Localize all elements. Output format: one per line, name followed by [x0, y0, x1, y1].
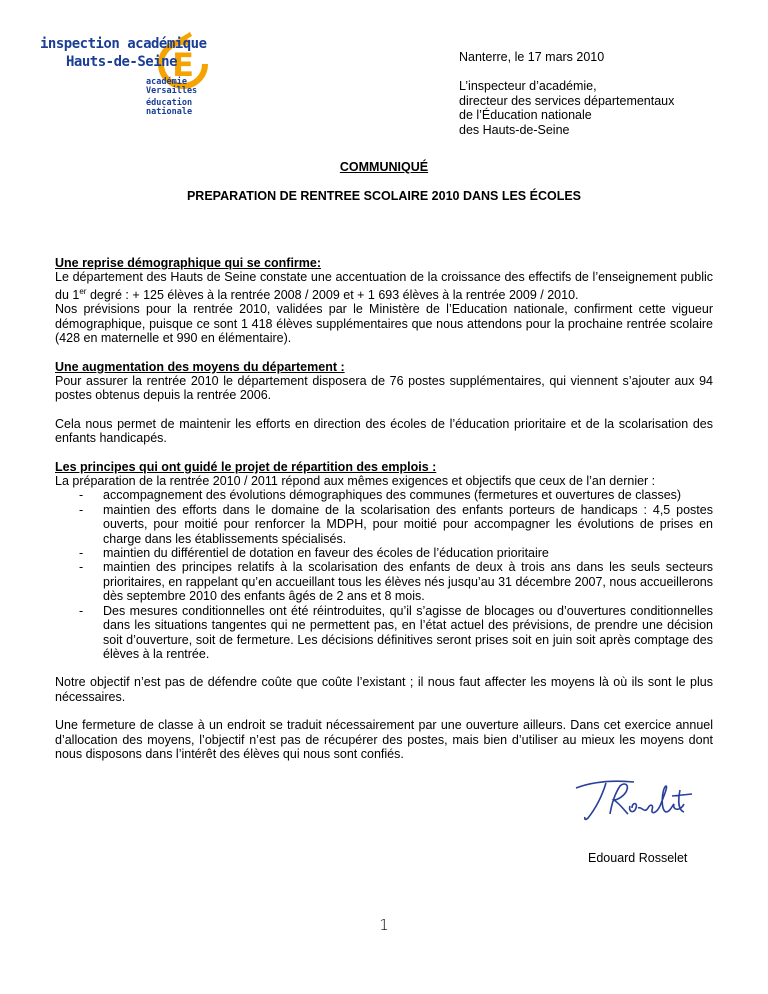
section-1-text-a: Le département des Hauts de Seine constate une accentuation de la croissance des effectifs de l’enseignement public du 1 [55, 270, 713, 302]
list-item: - maintien des efforts dans le domaine de la scolarisation des enfants porteurs de handicaps : 4,5 postes ouverts, pour moitié pour renforcer la MDPH, pour moitié pour accompagner les évolutions de prises en charge dans les établissements spécialisés. [55, 503, 713, 546]
communique-heading: COMMUNIQUÉ [339, 160, 429, 174]
section-1-title: Une reprise démographique qui se confirme: [55, 256, 322, 270]
section-2-title: Une augmentation des moyens du département : [55, 359, 345, 374]
handwritten-signature [572, 770, 712, 830]
page-number: 1 [379, 916, 389, 934]
logo-versailles: Versailles [146, 86, 198, 96]
list-item: - accompagnement des évolutions démographiques des communes (fermetures et ouvertures de classes) [55, 488, 713, 502]
logo-education: éducation [146, 98, 193, 108]
sender-line-4: des Hauts-de-Seine [459, 122, 570, 137]
principles-list [55, 488, 713, 661]
closing-paragraph-1: Notre objectif n’est pas de défendre coûte que coûte l’existant ; il nous faut affecter les moyens là où ils sont le plus nécessaires. [55, 675, 713, 704]
logo-line-2: Hauts-de-Seine [66, 54, 178, 70]
section-3-title: Les principes qui ont guidé le projet de répartition des emplois : [55, 459, 437, 474]
superscript-er: er [79, 286, 87, 296]
signer-name: Edouard Rosselet [588, 851, 688, 865]
logo-line-1: inspection académique [40, 36, 207, 52]
section-2-paragraph-2: Cela nous permet de maintenir les efforts en direction des écoles de l’éducation prioritaire et de la scolarisation des enfants handicapés. [55, 416, 713, 446]
section-1-paragraph-2: Nos prévisions pour la rentrée 2010, validées par le Ministère de l’Education nationale, confirment cette vigueur démographique, puisque ce sont 1 418 élèves supplémentaires que nous attendons pour la prochaine rentrée scolaire (428 en maternelle et 990 en élémentaire). [55, 302, 713, 346]
sender-line-3: de l’Éducation nationale [459, 108, 592, 122]
list-item: - Des mesures conditionnelles ont été réintroduites, qu’il s’agisse de blocages ou d’ouvertures conditionnelles dans les situations tangentes qui ne permettent pas, en l’état actuel des prévisions, de prendre une décision soit d’ouverture, soit de fermeture. Les décisions définitives seront prises soit en juin soit après comptage des élèves à la rentrée. [55, 604, 713, 662]
list-item: - maintien du différentiel de dotation en faveur des écoles de l’éducation prioritaire [55, 546, 713, 560]
logo-nationale: nationale [146, 107, 193, 117]
list-item: - maintien des principes relatifs à la scolarisation des enfants de deux à trois ans dans les seuls secteurs prioritaires, en rappelant qu’en accueillant tous les élèves nés jusqu’au 31 décembre 2007, nous accueillerons dès septembre 2010 des enfants âgés de 2 ans et 8 mois. [55, 560, 713, 603]
section-1-paragraph-1 [55, 270, 713, 302]
logo-academie: académie [146, 77, 187, 87]
sender-line-1: L’inspecteur d’académie, [459, 79, 597, 93]
sender-line-2: directeur des services départementaux [459, 93, 675, 108]
section-1-text-b: degré : + 125 élèves à la rentrée 2008 / 2009 et + 1 693 élèves à la rentrée 2009 / 2010. [86, 287, 579, 302]
closing-paragraph-2: Une fermeture de classe à un endroit se traduit nécessairement par une ouverture ailleurs. Dans cet exercice annuel d’allocation des moyens, l’objectif n’est pas de récupérer des postes, mais bien d’utiliser au mieux les moyens dont nous disposons dans l’intérêt des élèves qui nous sont confiés. [55, 718, 713, 761]
academy-logo [40, 30, 210, 130]
section-2-paragraph-1: Pour assurer la rentrée 2010 le département disposera de 76 postes supplémentaires, qui viennent s’ajouter aux 94 postes obtenus depuis la rentrée 2006. [55, 374, 713, 403]
svg-text:E: E [172, 46, 194, 84]
document-title: PREPARATION DE RENTREE SCOLAIRE 2010 DANS LES ÉCOLES [186, 189, 582, 203]
section-3-intro: La préparation de la rentrée 2010 / 2011 répond aux mêmes exigences et objectifs que ceux de l’an dernier : [55, 474, 656, 489]
document-body [55, 256, 713, 761]
place-date: Nanterre, le 17 mars 2010 [459, 50, 605, 64]
